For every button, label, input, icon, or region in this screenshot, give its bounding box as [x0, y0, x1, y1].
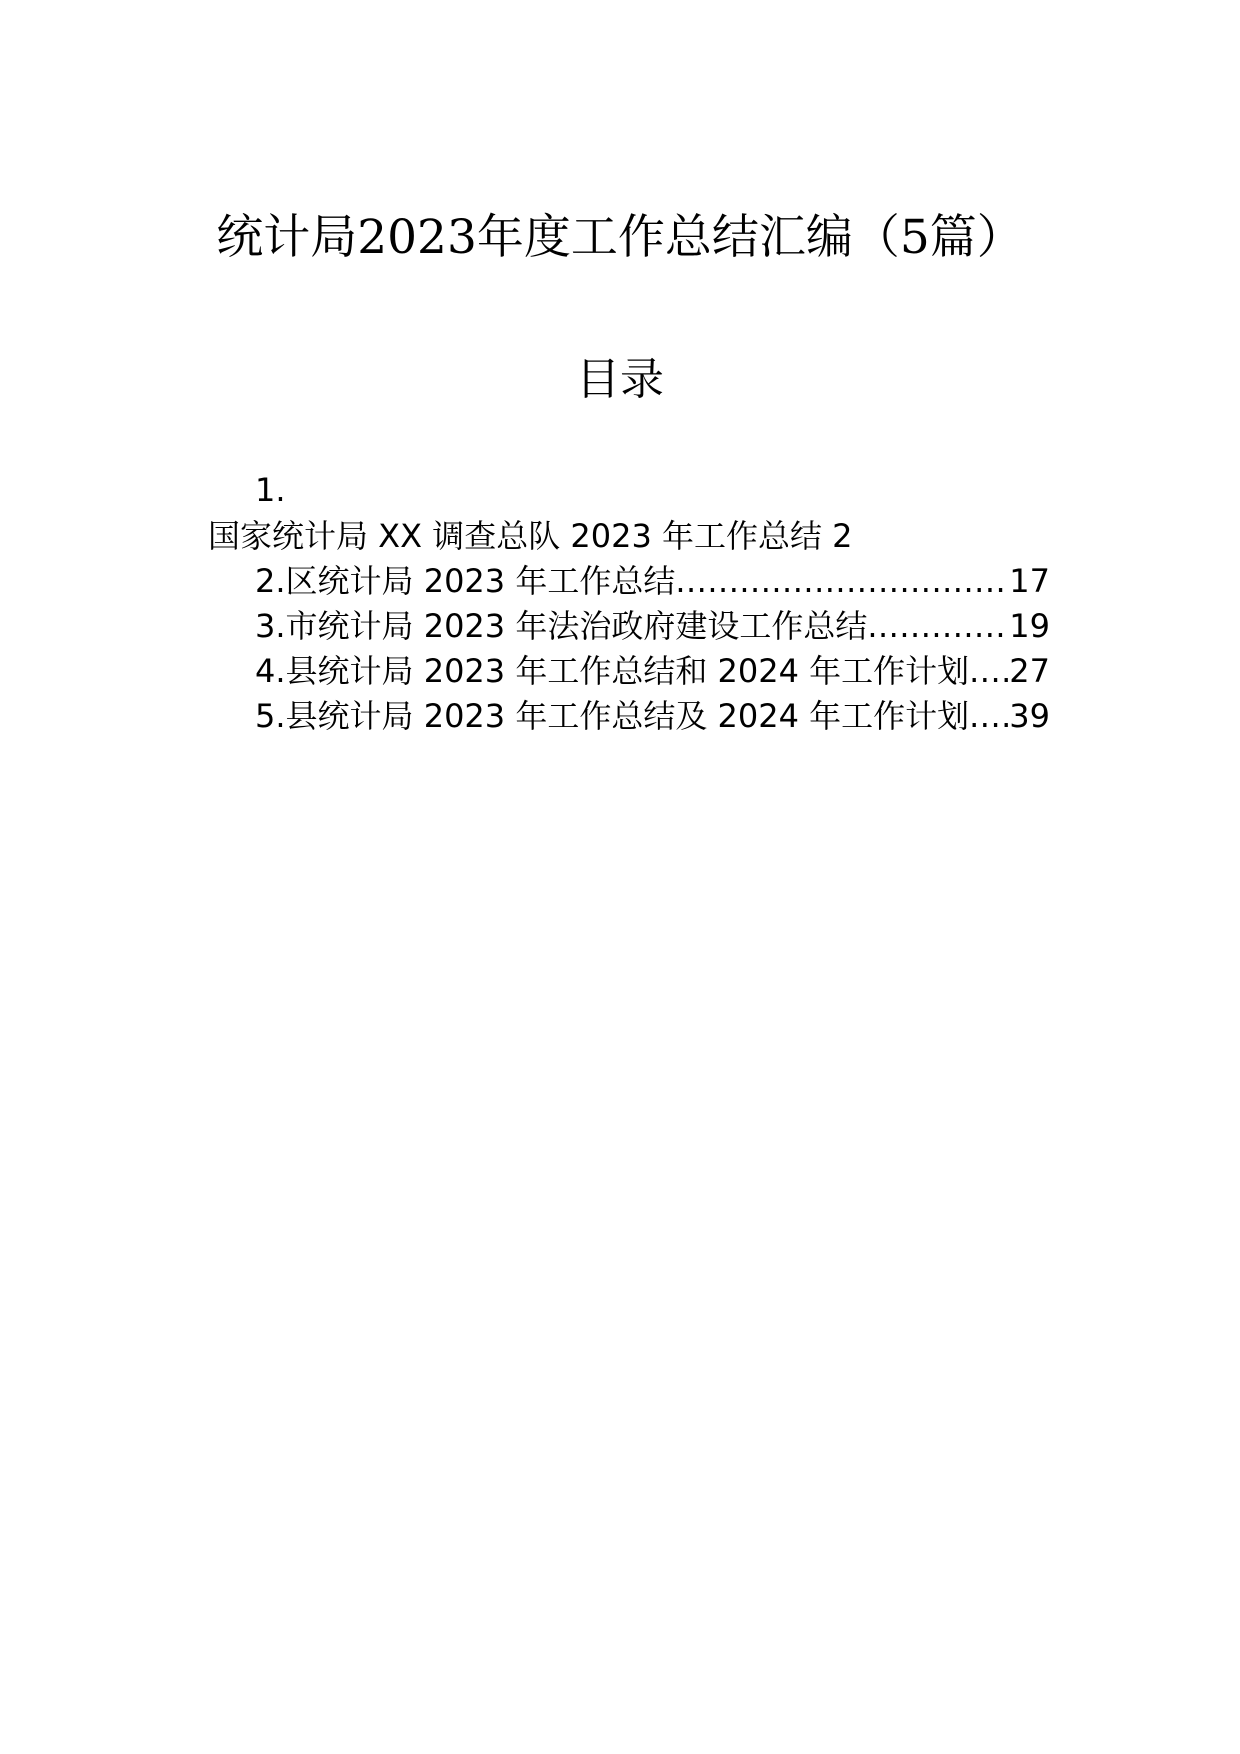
- toc-entry-2[interactable]: [255, 561, 1050, 601]
- title-count: 5: [899, 210, 930, 265]
- toc-entry-page: 2: [832, 517, 853, 555]
- toc-entry-4[interactable]: [255, 651, 1050, 691]
- toc-leader-dots: [969, 651, 1009, 691]
- toc-entry-label: 5.县统计局 2023 年工作总结及 2024 年工作计划: [255, 697, 970, 735]
- title-prefix: 统计局: [216, 210, 358, 265]
- toc-leader-dots: [969, 696, 1009, 736]
- toc-entry-page: 17: [1009, 562, 1050, 600]
- title-middle: 年度工作总结汇编（: [476, 210, 900, 265]
- title-suffix: 篇）: [929, 210, 1024, 265]
- toc-heading: 目录: [576, 354, 664, 405]
- toc-entry-3[interactable]: [255, 606, 1050, 646]
- toc-entry-page: 19: [1009, 607, 1050, 645]
- toc-entry-label: 3.市统计局 2023 年法治政府建设工作总结: [255, 607, 868, 645]
- toc-entry-page: 27: [1009, 652, 1050, 690]
- document-title: [0, 208, 1240, 268]
- toc-entry-label: 2.区统计局 2023 年工作总结: [255, 562, 676, 600]
- toc-entry-5[interactable]: [255, 696, 1050, 736]
- toc-leader-dots: [867, 606, 1009, 646]
- toc-entry-label: 国家统计局 XX 调查总队 2023 年工作总结: [208, 517, 822, 555]
- toc-leader-dots: [675, 561, 1009, 601]
- toc-entry-page: 39: [1009, 697, 1050, 735]
- title-year: 2023: [357, 210, 477, 265]
- toc-entry-1[interactable]: [208, 516, 853, 556]
- toc-entry-label: 4.县统计局 2023 年工作总结和 2024 年工作计划: [255, 652, 970, 690]
- toc-entry-1-number: 1.: [255, 471, 286, 509]
